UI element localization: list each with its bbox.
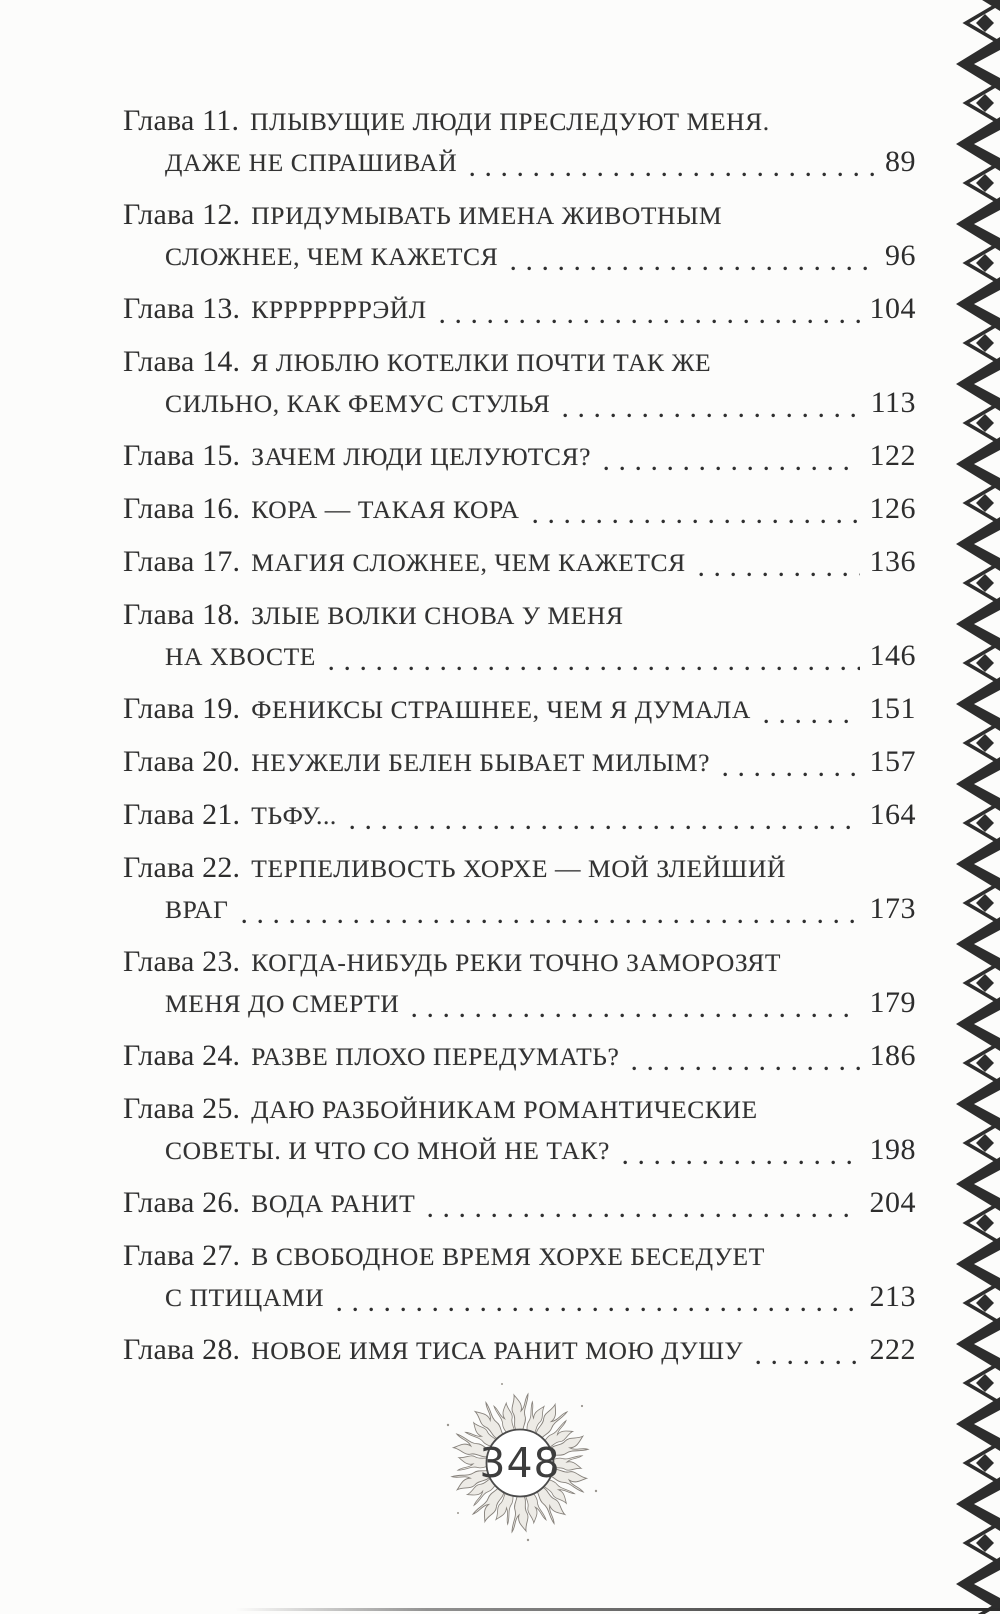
dot-leader [699,571,860,578]
toc-entry-line-continued [123,1277,916,1318]
toc-entry-line-continued [123,889,916,930]
toc-entry-line [123,848,916,889]
chapter-label: Глава 21. [123,798,241,831]
dot-leader [632,1065,859,1072]
page-number: 173 [869,892,916,925]
toc-entry [123,742,916,783]
toc-entry [123,542,916,583]
table-of-contents [123,101,916,1383]
toc-entry [123,436,916,477]
chapter-label: Глава 20. [123,745,241,778]
toc-entry-line-continued [123,142,916,183]
chapter-label: Глава 24. [123,1039,241,1072]
chapter-title: ВОДА РАНИТ [251,1189,416,1218]
toc-entry-line [123,1036,916,1077]
chapter-label: Глава 18. [123,598,241,631]
dot-leader [623,1159,860,1166]
chapter-label: Глава 15. [123,439,241,472]
dot-leader [350,824,860,831]
page-number: 204 [869,1186,916,1219]
chapter-title: НЕУЖЕЛИ БЕЛЕН БЫВАЕТ МИЛЫМ? [251,748,711,777]
chapter-label: Глава 13. [123,292,241,325]
chapter-title: ДАЮ РАЗБОЙНИКАМ РОМАНТИЧЕСКИЕ [251,1095,758,1124]
page-number: 146 [869,639,916,672]
toc-entry [123,942,916,1024]
toc-entry-line-continued [123,636,916,677]
page-number: 122 [869,439,916,472]
dot-leader [563,412,860,419]
chapter-title-continued: СИЛЬНО, КАК ФЕМУС СТУЛЬЯ [165,389,551,418]
dot-leader [756,1359,859,1366]
chapter-title-continued: ВРАГ [165,895,229,924]
page-number: 198 [869,1133,916,1166]
page-number: 164 [869,798,916,831]
toc-entry-line-continued [123,383,916,424]
chapter-title-continued: СЛОЖНЕЕ, ЧЕМ КАЖЕТСЯ [165,242,499,271]
chapter-title: ТЕРПЕЛИВОСТЬ ХОРХЕ — МОЙ ЗЛЕЙШИЙ [251,854,787,883]
page-number: 186 [869,1039,916,1072]
chapter-title-continued: С ПТИЦАМИ [165,1283,325,1312]
chapter-title-continued: ДАЖЕ НЕ СПРАШИВАЙ [165,148,458,177]
toc-entry [123,101,916,183]
chapter-label: Глава 14. [123,345,241,378]
toc-entry [123,595,916,677]
dot-leader [723,771,859,778]
chapter-label: Глава 19. [123,692,241,725]
chapter-title: НОВОЕ ИМЯ ТИСА РАНИТ МОЮ ДУШУ [251,1336,744,1365]
toc-entry-line [123,1183,916,1224]
dot-leader [533,518,860,525]
dot-leader [329,665,860,672]
toc-entry-line [123,595,916,636]
page-number: 104 [869,292,916,325]
chapter-label: Глава 16. [123,492,241,525]
toc-entry-line [123,795,916,836]
chapter-title-continued: МЕНЯ ДО СМЕРТИ [165,989,400,1018]
dot-leader [470,171,875,178]
page-number: 151 [869,692,916,725]
page-number: 179 [869,986,916,1019]
toc-entry [123,1036,916,1077]
chapter-title: МАГИЯ СЛОЖНЕЕ, ЧЕМ КАЖЕТСЯ [251,548,686,577]
page-number: 126 [869,492,916,525]
toc-entry-line [123,289,916,330]
chapter-title: В СВОБОДНОЕ ВРЕМЯ ХОРХЕ БЕСЕДУЕТ [251,1242,765,1271]
dot-leader [428,1212,859,1219]
toc-entry [123,1089,916,1171]
page-number: 136 [869,545,916,578]
dot-leader [511,265,875,272]
chapter-title: ФЕНИКСЫ СТРАШНЕЕ, ЧЕМ Я ДУМАЛА [251,695,751,724]
chapter-title-continued: НА ХВОСТЕ [165,642,316,671]
page-number: 222 [869,1333,916,1366]
toc-entry-line [123,742,916,783]
toc-entry-line [123,1236,916,1277]
toc-entry-line-continued [123,983,916,1024]
page-number: 89 [885,145,916,178]
chapter-label: Глава 12. [123,198,241,231]
toc-entry-line [123,342,916,383]
toc-entry [123,195,916,277]
toc-entry [123,342,916,424]
toc-entry [123,1236,916,1318]
toc-entry [123,289,916,330]
toc-entry-line [123,101,916,142]
chapter-label: Глава 27. [123,1239,241,1272]
chapter-title: КРРРРРРРЭЙЛ [251,295,427,324]
toc-entry-line [123,489,916,530]
toc-entry [123,795,916,836]
chapter-title: РАЗВЕ ПЛОХО ПЕРЕДУМАТЬ? [251,1042,620,1071]
toc-entry-line [123,542,916,583]
dot-leader [440,318,860,325]
toc-entry-line [123,1330,916,1371]
chapter-title: КОГДА-НИБУДЬ РЕКИ ТОЧНО ЗАМОРОЗЯТ [251,948,782,977]
chapter-label: Глава 17. [123,545,241,578]
chapter-label: Глава 23. [123,945,241,978]
toc-entry-line [123,689,916,730]
toc-entry-line [123,1089,916,1130]
dot-leader [764,718,860,725]
chapter-title: ПРИДУМЫВАТЬ ИМЕНА ЖИВОТНЫМ [251,201,723,230]
page-number: 213 [869,1280,916,1313]
dot-leader [604,465,859,472]
dot-leader [412,1012,859,1019]
toc-entry-line [123,942,916,983]
toc-entry-line [123,436,916,477]
page-edge-shadow [235,1608,1000,1611]
dot-leader [337,1306,859,1313]
chapter-label: Глава 26. [123,1186,241,1219]
page-number: 96 [885,239,916,272]
toc-entry-line-continued [123,236,916,277]
chapter-title: ТЬФУ... [251,801,337,830]
chapter-title-continued: СОВЕТЫ. И ЧТО СО МНОЙ НЕ ТАК? [165,1136,610,1165]
chapter-title: КОРА — ТАКАЯ КОРА [251,495,520,524]
toc-entry [123,1183,916,1224]
toc-entry-line [123,195,916,236]
chapter-title: ЗЛЫЕ ВОЛКИ СНОВА У МЕНЯ [251,601,624,630]
chapter-title: ПЛЫВУЩИЕ ЛЮДИ ПРЕСЛЕДУЮТ МЕНЯ. [250,107,770,136]
sun-ornament [433,1376,607,1550]
chapter-label: Глава 11. [123,104,240,137]
page-number: 113 [870,386,916,419]
page-number: 157 [869,745,916,778]
toc-entry [123,848,916,930]
toc-entry [123,689,916,730]
chapter-label: Глава 22. [123,851,241,884]
chapter-label: Глава 28. [123,1333,241,1366]
folio-number: 348 [479,1439,561,1487]
chapter-title: Я ЛЮБЛЮ КОТЕЛКИ ПОЧТИ ТАК ЖЕ [251,348,712,377]
toc-entry-line-continued [123,1130,916,1171]
dot-leader [242,918,860,925]
chapter-label: Глава 25. [123,1092,241,1125]
zigzag-border-pattern [953,0,1000,1614]
toc-entry [123,489,916,530]
chapter-title: ЗАЧЕМ ЛЮДИ ЦЕЛУЮТСЯ? [251,442,592,471]
toc-entry [123,1330,916,1371]
